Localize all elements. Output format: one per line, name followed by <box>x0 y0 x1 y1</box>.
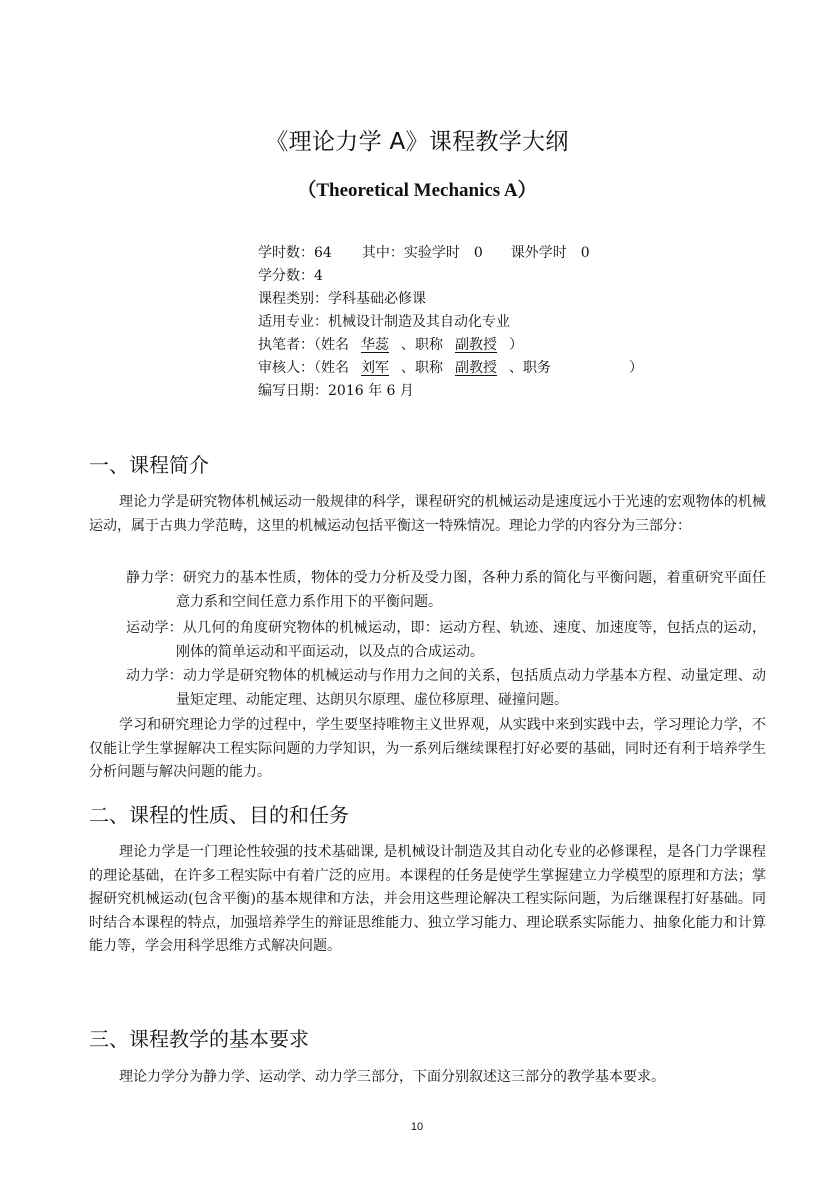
page-title: 《理论力学 A》课程教学大纲 <box>265 129 569 155</box>
section2-body: 理论力学是一门理论性较强的技术基础课, 是机械设计制造及其自动化专业的必修课程，是各门力学课程的理论基础，在许多工程实际中有着广泛的应用。本课程的任务是使学生掌握建立力学模型的原理和方法；掌握研究机械运动(包含平衡)的基本规律和方法，并会用这些理论解决工程实际问题，为后继课程打好基础。同时结合本课程的特点，加强培养学生的辩证思维能力、独立学习能力、理论联系实际能力、抽象化能力和计算能力等，学会用科学思维方式解决问题。 <box>89 844 766 954</box>
reviewer-mid2: 、职务 <box>509 360 551 376</box>
reviewer-duty-blank <box>551 357 629 380</box>
section3-body: 理论力学分为静力学、运动学、动力学三部分，下面分别叙述这三部分的教学基本要求。 <box>119 1069 665 1085</box>
statics-item: 静力学：研究力的基本性质，物体的受力分析及受力图，各种力系的简化与平衡问题，着重研究平面任意力系和空间任意力系作用下的平衡问题。 <box>126 570 766 610</box>
author-mid: 、职称 <box>401 337 443 353</box>
category-line: 课程类别：学科基础必修课 <box>258 291 426 307</box>
author-name: 华蕊 <box>361 337 389 353</box>
section1-intro: 理论力学是研究物体机械运动一般规律的科学，课程研究的机械运动是速度远小于光速的宏观物体的机械运动，属于古典力学范畴，这里的机械运动包括平衡这一特殊情况。理论力学的内容分为三部分： <box>89 494 766 534</box>
author-line <box>258 334 643 357</box>
page-subtitle: （Theoretical Mechanics A） <box>297 180 537 201</box>
section3-heading: 三、课程教学的基本要求 <box>89 1027 309 1051</box>
reviewer-suffix: ） <box>629 360 643 376</box>
reviewer-mid: 、职称 <box>401 360 443 376</box>
reviewer-name: 刘军 <box>361 360 389 376</box>
credits-line: 学分数：4 <box>258 268 323 284</box>
reviewer-line <box>258 357 643 380</box>
kinematics-item: 运动学：从几何的角度研究物体的机械运动，即：运动方程、轨迹、速度、加速度等，包括点的运动，刚体的简单运动和平面运动，以及点的合成运动。 <box>126 620 766 660</box>
section1-heading: 一、课程简介 <box>89 453 209 477</box>
section1-closing: 学习和研究理论力学的过程中，学生要坚持唯物主义世界观，从实践中来到实践中去，学习理论力学，不仅能让学生掌握解决工程实际问题的力学知识，为一系列后继续课程打好必要的基础，同时还有利于培养学生分析问题与解决问题的能力。 <box>89 717 766 780</box>
date-line: 编写日期：2016 年 6 月 <box>258 383 414 399</box>
major-line: 适用专业：机械设计制造及其自动化专业 <box>258 314 510 330</box>
course-info-block <box>258 242 643 403</box>
author-title: 副教授 <box>455 337 497 353</box>
reviewer-title: 副教授 <box>455 360 497 376</box>
hours-line <box>258 242 643 265</box>
reviewer-prefix: 审核人：（姓名 <box>258 360 349 376</box>
author-prefix: 执笔者：（姓名 <box>258 337 349 353</box>
hours-label: 学时数：64 <box>258 245 332 261</box>
page-number: 10 <box>410 1121 424 1133</box>
hours-detail: 其中：实验学时 0 课外学时 0 <box>361 245 590 261</box>
dynamics-item: 动力学：动力学是研究物体的机械运动与作用力之间的关系，包括质点动力学基本方程、动量定理、动量矩定理、动能定理、达朗贝尔原理、虚位移原理、碰撞问题。 <box>126 668 766 708</box>
section2-heading: 二、课程的性质、目的和任务 <box>89 803 349 827</box>
author-suffix: ） <box>509 337 523 353</box>
